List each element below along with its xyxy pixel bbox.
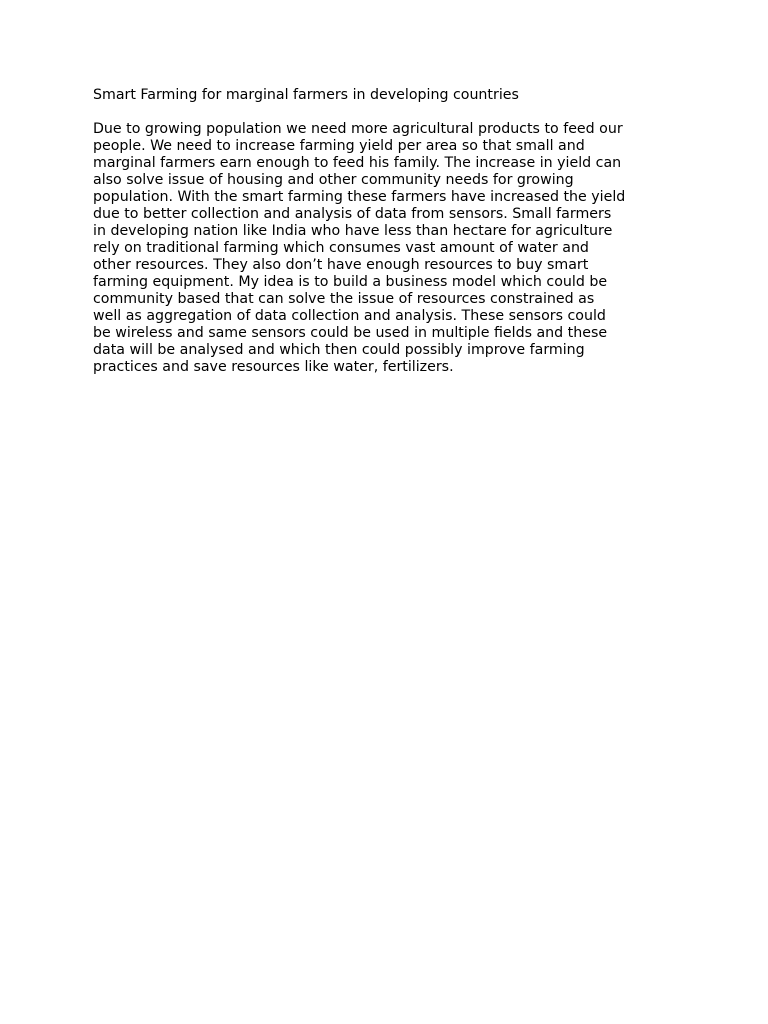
paragraph-line: due to better collection and analysis of data from sensors. Small farmers xyxy=(93,206,612,222)
paragraph-line: data will be analysed and which then could possibly improve farming xyxy=(93,342,585,358)
paragraph-line: farming equipment. My idea is to build a business model which could be xyxy=(93,274,608,290)
paragraph-line: practices and save resources like water, fertilizers. xyxy=(93,359,454,375)
paragraph-line: well as aggregation of data collection and analysis. These sensors could xyxy=(93,308,606,324)
document-title: Smart Farming for marginal farmers in developing countries xyxy=(93,87,519,103)
paragraph-line: also solve issue of housing and other community needs for growing xyxy=(93,172,574,188)
paragraph-line: rely on traditional farming which consumes vast amount of water and xyxy=(93,240,589,256)
paragraph-line: community based that can solve the issue of resources constrained as xyxy=(93,291,595,307)
paragraph-line: people. We need to increase farming yield per area so that small and xyxy=(93,138,585,154)
paragraph-line: Due to growing population we need more agricultural products to feed our xyxy=(93,121,623,137)
paragraph-line: marginal farmers earn enough to feed his family. The increase in yield can xyxy=(93,155,622,171)
document-body xyxy=(93,87,683,376)
paragraph-line: be wireless and same sensors could be used in multiple fields and these xyxy=(93,325,608,341)
paragraph-line: other resources. They also don’t have enough resources to buy smart xyxy=(93,257,589,273)
paragraph-line: in developing nation like India who have less than hectare for agriculture xyxy=(93,223,613,239)
paragraph-line: population. With the smart farming these farmers have increased the yield xyxy=(93,189,626,205)
document-paragraph xyxy=(93,121,683,376)
